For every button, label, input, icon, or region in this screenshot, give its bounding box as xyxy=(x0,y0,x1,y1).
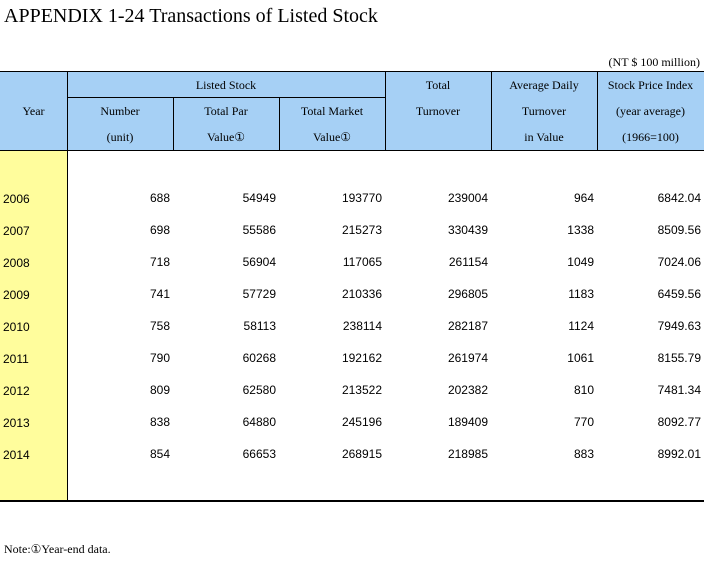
cell-total-par: 54949 xyxy=(242,191,276,205)
row-year: 2013 xyxy=(3,416,30,430)
cell-number: 741 xyxy=(149,287,170,301)
row-year: 2012 xyxy=(3,384,30,398)
cell-index: 6842.04 xyxy=(657,191,701,205)
header-stock-index: Stock Price Index xyxy=(607,78,694,92)
footnote: Note:①Year-end data. xyxy=(4,542,111,556)
cell-total-turnover: 261974 xyxy=(447,351,488,365)
row-year: 2007 xyxy=(3,224,30,238)
cell-total-market: 213522 xyxy=(341,383,382,397)
header-avg-daily: Average Daily xyxy=(509,78,579,92)
cell-total-par: 66653 xyxy=(242,447,276,461)
cell-avg-daily: 1338 xyxy=(567,223,594,237)
header-year: Year xyxy=(22,104,45,118)
cell-avg-daily: 1183 xyxy=(568,287,594,301)
cell-index: 7949.63 xyxy=(657,319,701,333)
cell-total-market: 238114 xyxy=(342,319,382,333)
row-year: 2006 xyxy=(3,192,30,206)
cell-total-turnover: 202382 xyxy=(447,383,488,397)
cell-index: 8509.56 xyxy=(657,223,701,237)
header-total-par-value: Value① xyxy=(206,130,246,144)
header-listed-stock: Listed Stock xyxy=(195,78,257,92)
cell-total-turnover: 282187 xyxy=(447,319,488,333)
cell-avg-daily: 770 xyxy=(573,415,594,429)
header-total-turnover-line2: Turnover xyxy=(415,104,461,118)
table-bottom-border xyxy=(0,500,704,502)
header-stock-index-line3: (1966=100) xyxy=(622,130,679,144)
cell-total-turnover: 296805 xyxy=(447,287,488,301)
cell-total-market: 117065 xyxy=(342,255,382,269)
header-stock-index-line2: (year average) xyxy=(616,104,685,118)
row-year: 2008 xyxy=(3,256,30,270)
cell-avg-daily: 810 xyxy=(573,383,594,397)
cell-total-par: 58113 xyxy=(243,319,276,333)
header-number-unit: (unit) xyxy=(106,130,134,144)
header-total-turnover: Total xyxy=(425,78,451,92)
cell-number: 809 xyxy=(149,383,170,397)
cell-total-turnover: 330439 xyxy=(447,223,488,237)
page-title: APPENDIX 1-24 Transactions of Listed Stock xyxy=(4,5,378,27)
cell-total-turnover: 239004 xyxy=(447,191,488,205)
header-number: Number xyxy=(100,104,140,118)
cell-index: 8992.01 xyxy=(657,447,701,461)
cell-avg-daily: 1124 xyxy=(568,319,594,333)
row-year: 2010 xyxy=(3,320,30,334)
header-bottom-border xyxy=(0,150,704,151)
cell-total-par: 57729 xyxy=(242,287,276,301)
header-total-par: Total Par xyxy=(204,104,248,118)
cell-total-par: 62580 xyxy=(242,383,276,397)
row-year: 2011 xyxy=(3,352,29,366)
cell-total-market: 192162 xyxy=(341,351,382,365)
header-total-market: Total Market xyxy=(300,104,364,118)
cell-number: 854 xyxy=(149,447,170,461)
cell-total-par: 64880 xyxy=(242,415,276,429)
cell-number: 688 xyxy=(149,191,170,205)
cell-number: 718 xyxy=(149,255,170,269)
cell-number: 758 xyxy=(149,319,170,333)
table-top-border xyxy=(0,71,704,72)
cell-number: 838 xyxy=(149,415,170,429)
cell-number: 698 xyxy=(149,223,170,237)
cell-index: 7481.34 xyxy=(657,383,701,397)
cell-total-market: 215273 xyxy=(341,223,382,237)
header-avg-daily-line3: in Value xyxy=(524,130,564,144)
cell-number: 790 xyxy=(149,351,170,365)
cell-index: 8092.77 xyxy=(657,415,701,429)
cell-index: 7024.06 xyxy=(657,255,701,269)
row-year: 2009 xyxy=(3,288,30,302)
cell-total-turnover: 261154 xyxy=(448,255,488,269)
cell-avg-daily: 964 xyxy=(573,191,594,205)
header-avg-daily-line2: Turnover xyxy=(521,104,567,118)
cell-avg-daily: 1061 xyxy=(567,351,594,365)
cell-avg-daily: 883 xyxy=(573,447,594,461)
cell-index: 6459.56 xyxy=(657,287,701,301)
cell-total-par: 60268 xyxy=(242,351,276,365)
cell-total-market: 210336 xyxy=(341,287,382,301)
cell-total-market: 268915 xyxy=(341,447,382,461)
row-year: 2014 xyxy=(3,448,30,462)
cell-total-market: 245196 xyxy=(341,415,382,429)
cell-total-par: 55586 xyxy=(242,223,276,237)
listed-stock-underline xyxy=(67,97,385,98)
cell-total-turnover: 189409 xyxy=(447,415,488,429)
unit-note: (NT $ 100 million) xyxy=(608,55,700,69)
cell-avg-daily: 1049 xyxy=(567,255,594,269)
cell-index: 8155.79 xyxy=(657,351,701,365)
header-total-market-value: Value① xyxy=(312,130,352,144)
cell-total-turnover: 218985 xyxy=(447,447,488,461)
cell-total-market: 193770 xyxy=(341,191,382,205)
cell-total-par: 56904 xyxy=(242,255,276,269)
